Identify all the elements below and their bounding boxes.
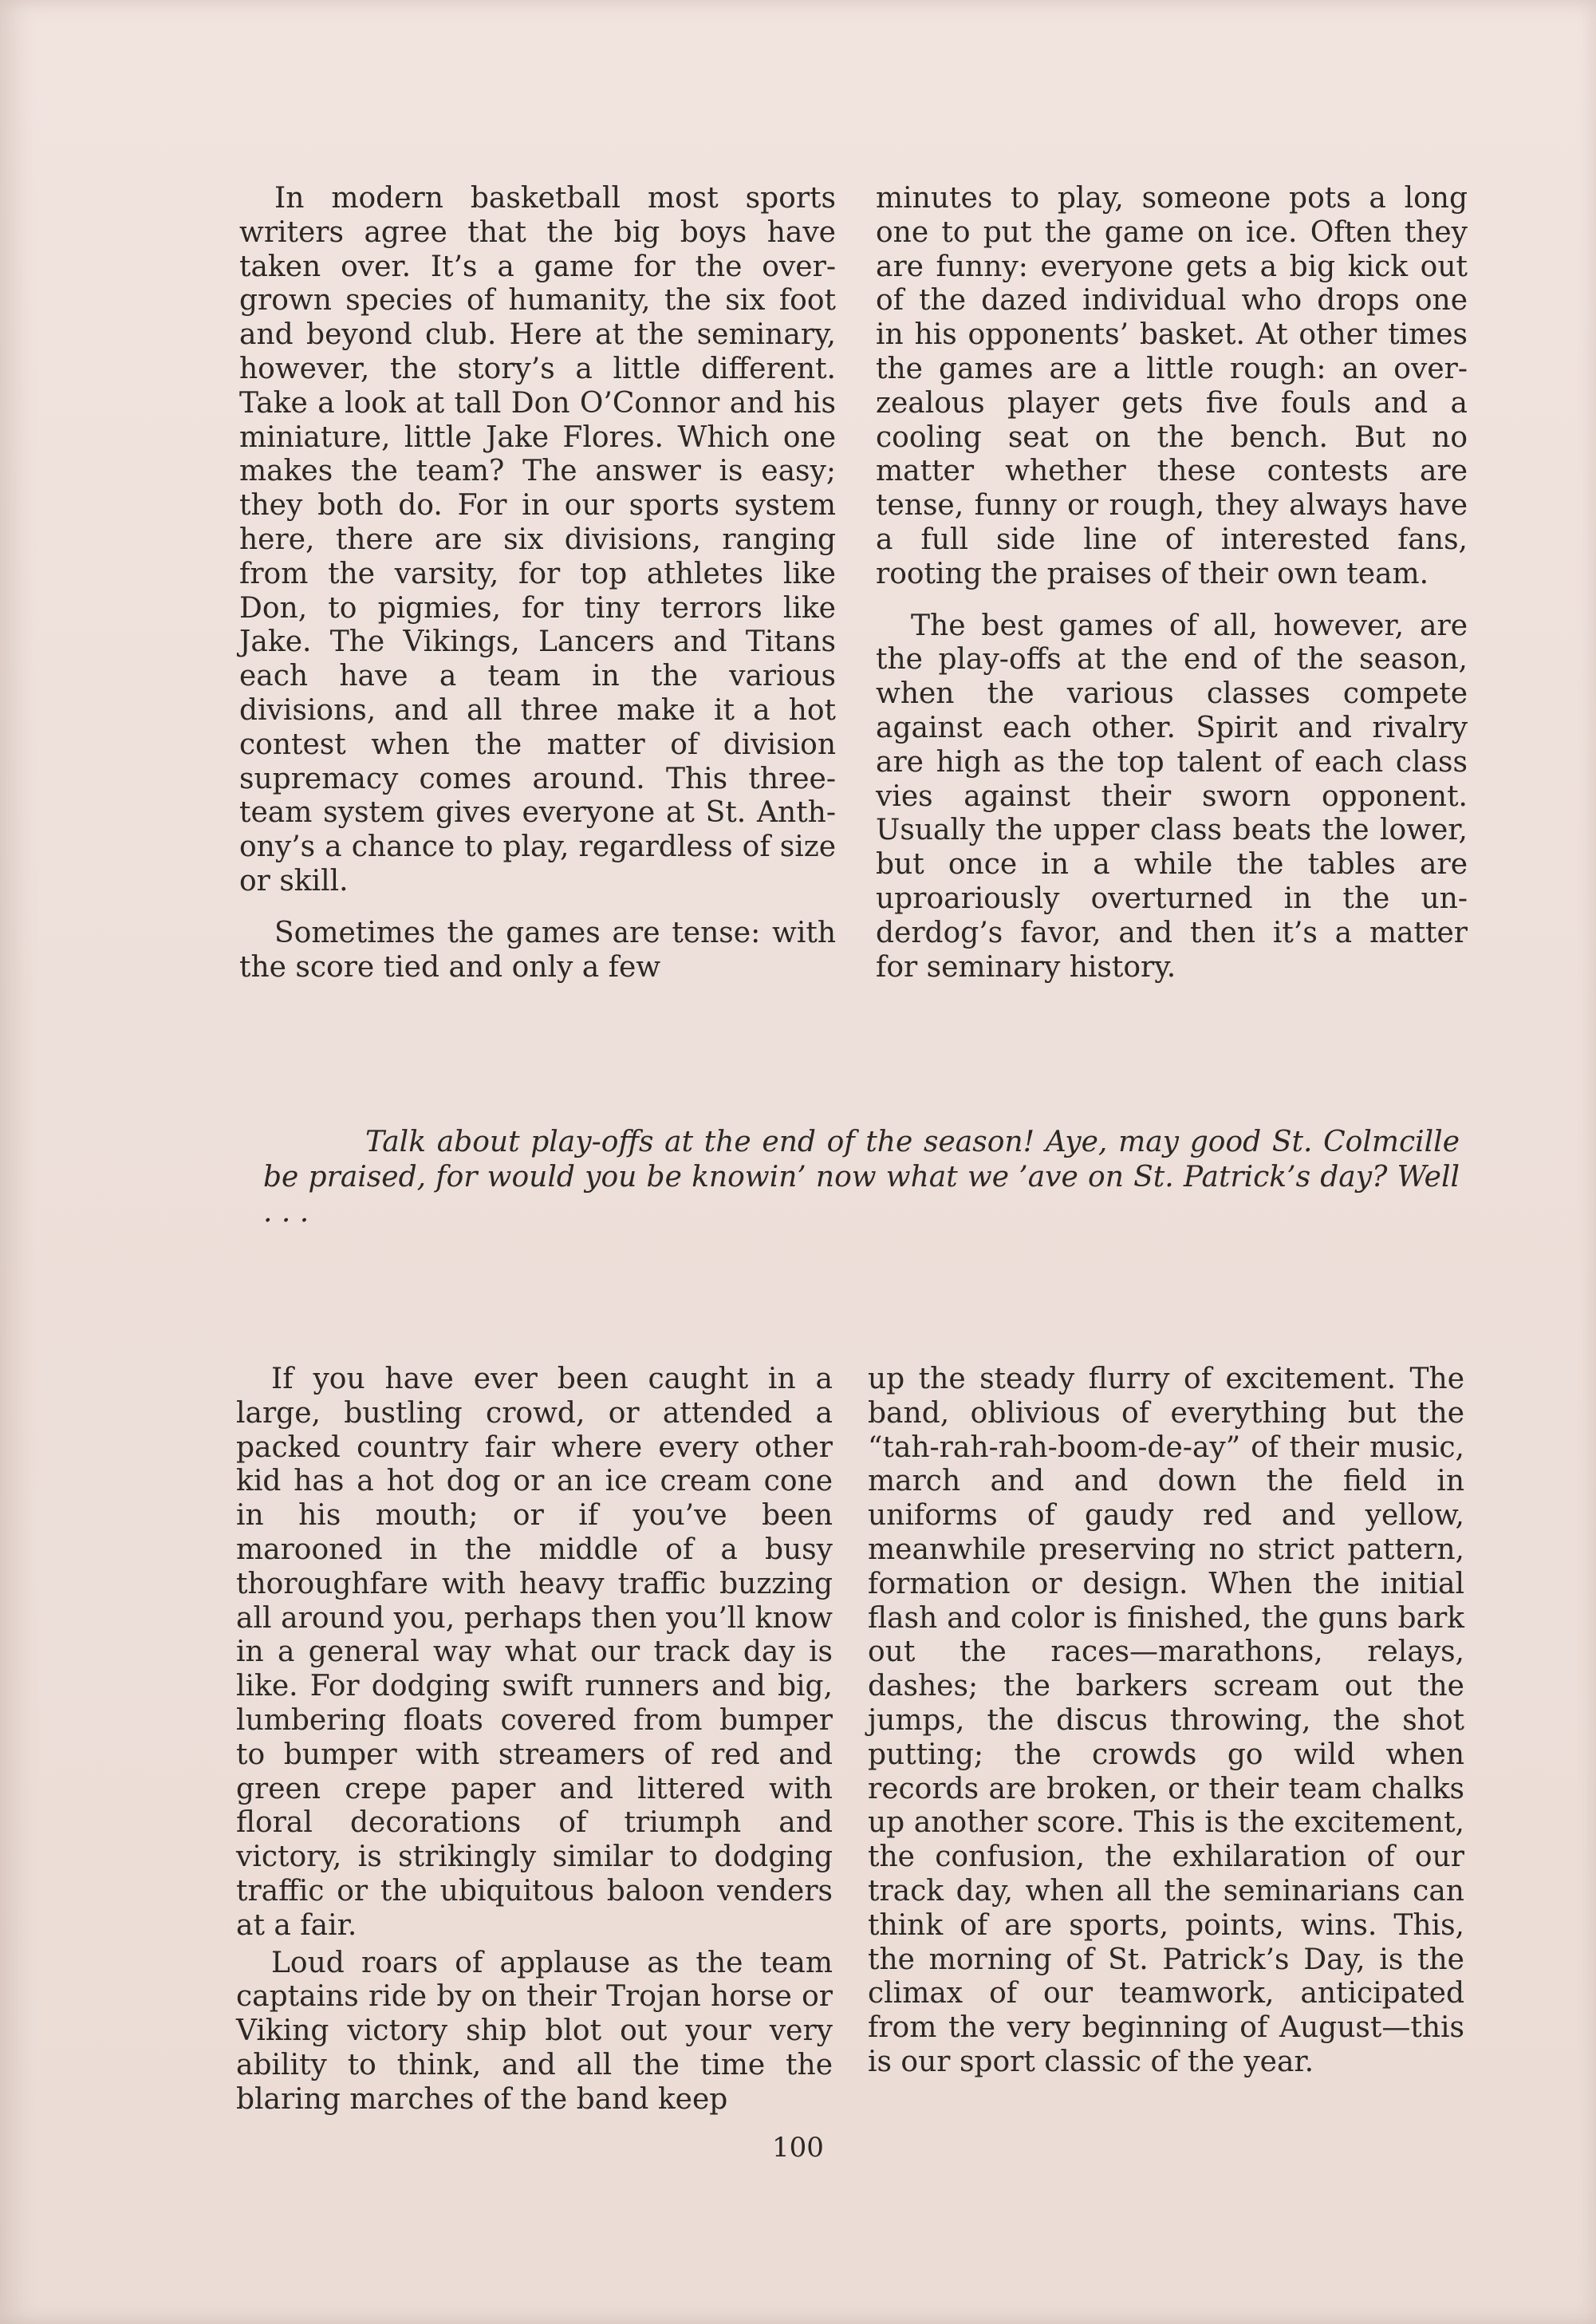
column-top-left bbox=[239, 182, 836, 984]
paragraph: up the steady flurry of excitement. The band, oblivious of everything but the “tah-rah-rah-boom-de-ay” of their music, march and and down the field in uniforms of gaudy red and yellow, meanwhile preserving no strict pattern, formation or design. When the initial flash and color is finished, the guns bark out the races—marathons, relays, dashes; the barkers scream out the jumps, the discus throwing, the shot putting; the crowds go wild when records are broken, or their team chalks up another score. This is the excitement, the confusion, the exhilaration of our track day, when all the seminarians can think of are sports, points, wins. This, the morning of St. Patrick’s Day, is the climax of our teamwork, anticipated from the very beginning of August—this is our sport classic of the year. bbox=[868, 1363, 1464, 2078]
interlude-line: Talk about play-offs at the end of the season! Aye, may good St. Colmcille be praised, for would you be knowin’ now what we ’ave on St. Patrick’s day? Well . . . bbox=[263, 1126, 1460, 1229]
paragraph: In modern basketball most sports writers agree that the big boys have taken over. It’s a game for the overgrown species of humanity, the six foot and beyond club. Here at the seminary, however, the story’s a little different. Take a look at tall Don O’Connor and his miniature, little Jake Flores. Which one makes the team? The answer is easy; they both do. For in our sports system here, there are six divisions, ranging from the varsity, for top athletes like Don, to pigmies, for tiny terrors like Jake. The Vikings, Lancers and Titans each have a team in the various divisions, and all three make it a hot contest when the matter of division supremacy comes around. This three-team system gives everyone at St. Anthony’s a chance to play, regardless of size or skill. bbox=[239, 182, 836, 898]
column-bottom-left bbox=[236, 1363, 833, 2117]
paragraph: Sometimes the games are tense: with the score tied and only a few bbox=[239, 916, 836, 984]
paragraph: minutes to play, someone pots a long one to put the game on ice. Often they are funny: everyone gets a big kick out of the dazed individual who drops one in his opponents’ basket. At other times the games are a little rough: an over-zealous player gets five fouls and a cooling seat on the bench. But no matter whether these contests are tense, funny or rough, they always have a full side line of interested fans, rooting the praises of their own team. bbox=[876, 182, 1468, 590]
paragraph: Loud roars of applause as the team captains ride by on their Trojan horse or Viking victory ship blot out your very ability to think, and all the time the blaring marches of the band keep bbox=[236, 1946, 833, 2116]
column-top-right bbox=[876, 182, 1468, 984]
paragraph: The best games of all, however, are the play-offs at the end of the season, when the various classes compete against each other. Spirit and rivalry are high as the top talent of each class vies against their sworn opponent. Usually the upper class beats the lower, but once in a while the tables are uproariously overturned in the underdog’s favor, and then it’s a matter for seminary history. bbox=[876, 609, 1468, 984]
interlude-text bbox=[263, 1125, 1460, 1230]
paragraph: If you have ever been caught in a large, bustling crowd, or attended a packed country fair where every other kid has a hot dog or an ice cream cone in his mouth; or if you’ve been marooned in the middle of a busy thoroughfare with heavy traffic buzzing all around you, perhaps then you’ll know in a general way what our track day is like. For dodging swift runners and big, lumbering floats covered from bumper to bumper with streamers of red and green crepe paper and littered with floral decorations of triumph and victory, is strikingly similar to dodging traffic or the ubiquitous baloon venders at a fair. bbox=[236, 1363, 833, 1942]
page-number: 100 bbox=[772, 2132, 824, 2164]
column-bottom-right bbox=[868, 1363, 1464, 2080]
